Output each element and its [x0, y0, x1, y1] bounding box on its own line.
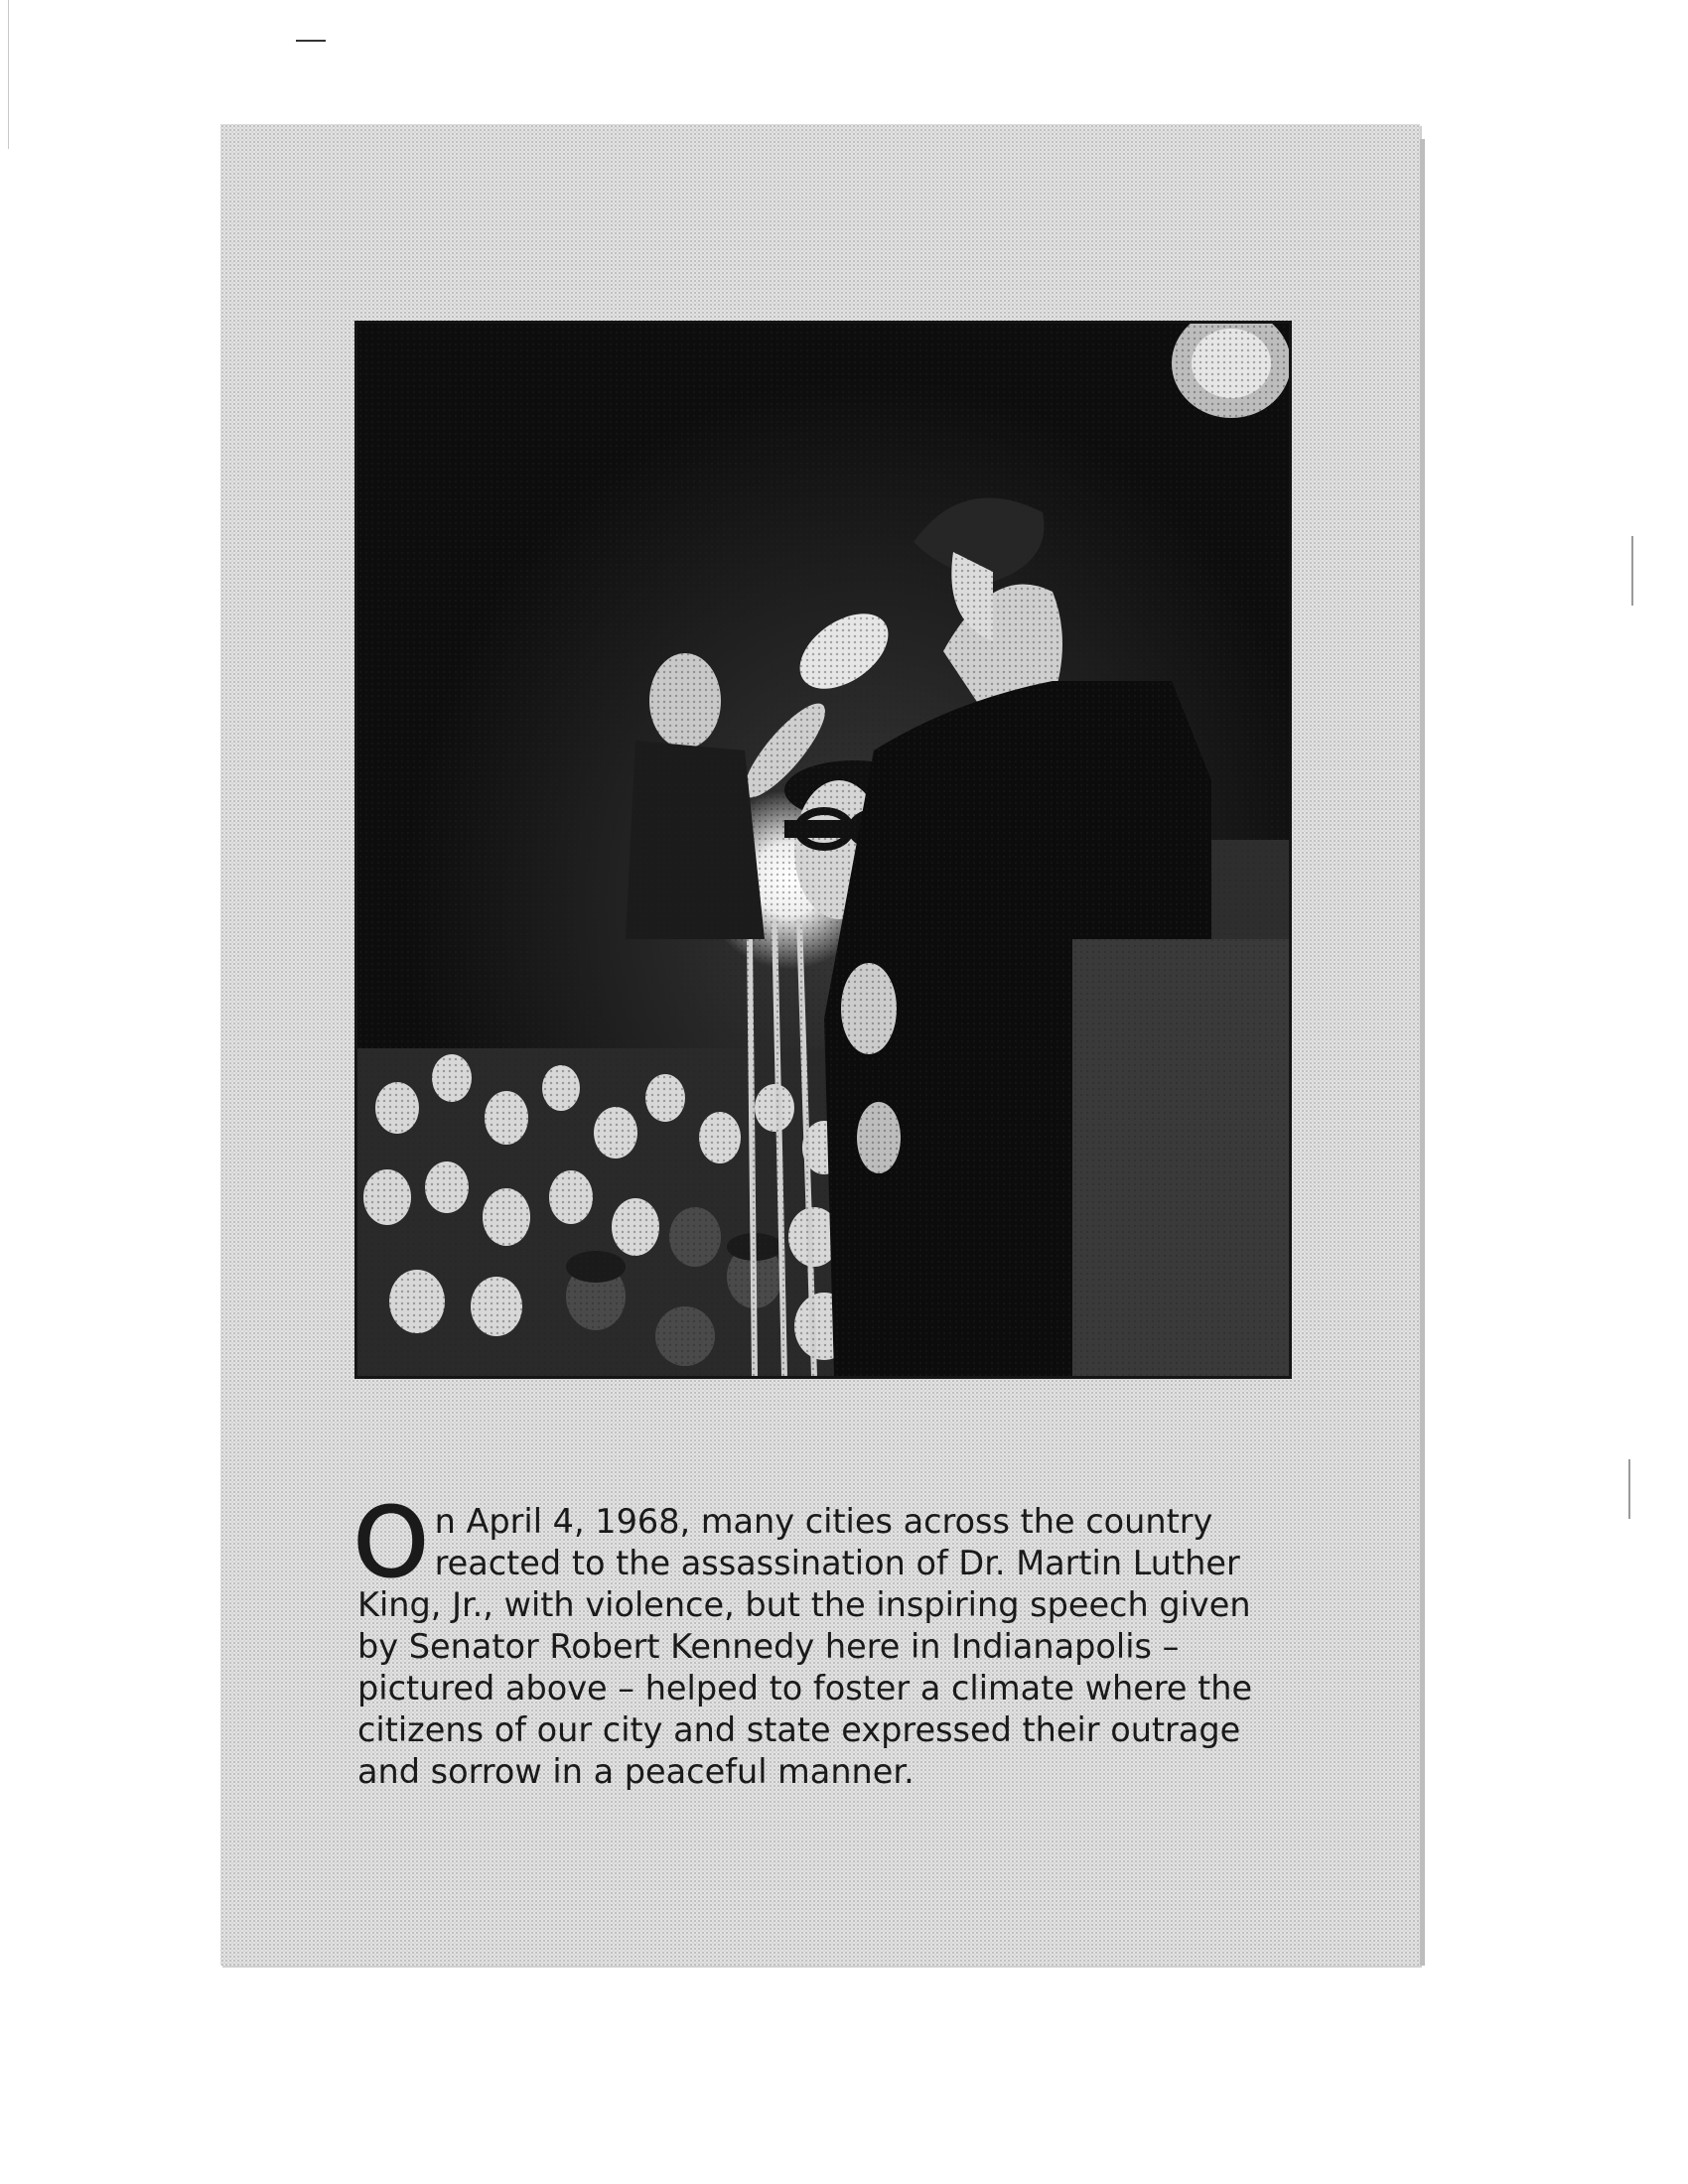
- scan-speck: [1628, 1459, 1630, 1519]
- scan-speck: [1631, 536, 1633, 606]
- scan-mark: [296, 40, 326, 42]
- scan-page-edge: [8, 0, 9, 149]
- photo-caption: [353, 1487, 1281, 1793]
- speech-photo-illustration: [357, 324, 1289, 1376]
- sheet-edge-shadow: [1420, 139, 1425, 1966]
- caption-text: n April 4, 1968, many cities across the country reacted to the assassination of Dr. Martin Luther King, Jr., with violence, but the inspiring speech given by Senator Robert Kennedy here in Indianapolis – pictured above – helped to foster a climate where the citizens of our city and state expressed their outrage and sorrow in a peaceful manner.: [357, 1502, 1253, 1791]
- speech-photo: [354, 321, 1292, 1379]
- caption-drop-cap: O: [353, 1487, 429, 1598]
